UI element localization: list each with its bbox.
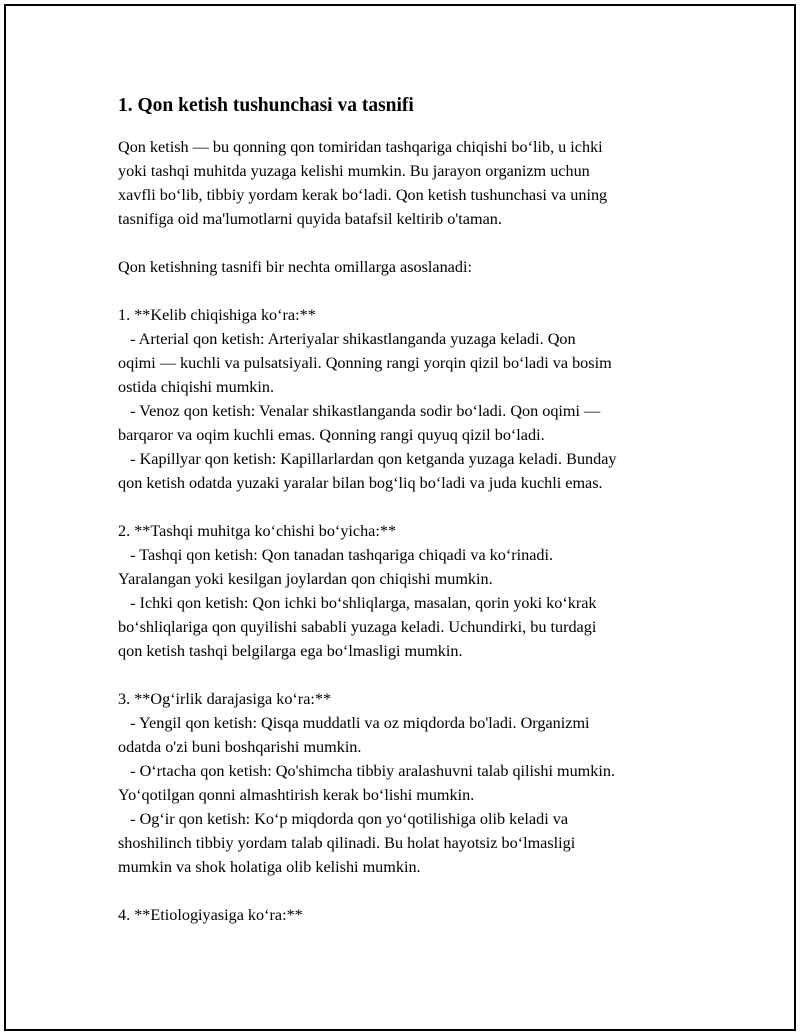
text-line: - Yengil qon ketish: Qisqa muddatli va oz miqdorda bo'ladi. Organizmi bbox=[118, 714, 590, 732]
text-line: - Kapillyar qon ketish: Kapillarlardan qon ketganda yuzaga keladi. Bunday bbox=[118, 450, 617, 468]
text-line: - Og‘ir qon ketish: Ko‘p miqdorda qon yo‘qotilishiga olib keladi va bbox=[118, 810, 569, 828]
text-line: Yo‘qotilgan qonni almashtirish kerak bo‘lishi mumkin. bbox=[118, 786, 475, 804]
text-line: 3. **Og‘irlik darajasiga ko‘ra:** bbox=[118, 690, 332, 708]
text-line: 1. **Kelib chiqishiga ko‘ra:** bbox=[118, 306, 316, 324]
text-line: ostida chiqishi mumkin. bbox=[118, 378, 275, 396]
text-line: - Ichki qon ketish: Qon ichki bo‘shliqlarga, masalan, qorin yoki ko‘krak bbox=[118, 594, 597, 612]
text-line: shoshilinch tibbiy yordam talab qilinadi. Bu holat hayotsiz bo‘lmasligi bbox=[118, 834, 576, 852]
text-line: odatda o'zi buni boshqarishi mumkin. bbox=[118, 738, 362, 756]
blank-line bbox=[118, 231, 693, 255]
text-line: xavfli bo‘lib, tibbiy yordam kerak bo‘ladi. Qon ketish tushunchasi va uning bbox=[118, 186, 608, 204]
blank-line bbox=[118, 879, 693, 903]
text-line: Yaralangan yoki kesilgan joylardan qon chiqishi mumkin. bbox=[118, 570, 493, 588]
blank-line bbox=[118, 279, 693, 303]
text-line: - O‘rtacha qon ketish: Qo'shimcha tibbiy aralashuvni talab qilishi mumkin. bbox=[118, 762, 615, 780]
text-line: 4. **Etiologiyasiga ko‘ra:** bbox=[118, 906, 303, 924]
text-line: - Tashqi qon ketish: Qon tanadan tashqariga chiqadi va ko‘rinadi. bbox=[118, 546, 554, 564]
text-line: bo‘shliqlariga qon quyilishi sababli yuzaga keladi. Uchundirki, bu turdagi bbox=[118, 618, 597, 636]
blank-line bbox=[118, 495, 693, 519]
text-line: oqimi — kuchli va pulsatsiyali. Qonning rangi yorqin qizil bo‘ladi va bosim bbox=[118, 354, 612, 372]
text-line: - Arterial qon ketish: Arteriyalar shikastlanganda yuzaga keladi. Qon bbox=[118, 330, 576, 348]
text-line: Qon ketish — bu qonning qon tomiridan tashqariga chiqishi bo‘lib, u ichki bbox=[118, 138, 603, 156]
text-line: barqaror va oqim kuchli emas. Qonning rangi quyuq qizil bo‘ladi. bbox=[118, 426, 545, 444]
document-body bbox=[118, 94, 693, 927]
text-line: 2. **Tashqi muhitga ko‘chishi bo‘yicha:** bbox=[118, 522, 397, 540]
text-line: mumkin va shok holatiga olib kelishi mumkin. bbox=[118, 858, 421, 876]
section-heading: 1. Qon ketish tushunchasi va tasnifi bbox=[118, 95, 414, 116]
text-line: tasnifiga oid ma'lumotlarni quyida batafsil keltirib o'taman. bbox=[118, 210, 502, 228]
document-text bbox=[118, 135, 693, 927]
blank-line bbox=[118, 663, 693, 687]
text-line: yoki tashqi muhitda yuzaga kelishi mumkin. Bu jarayon organizm uchun bbox=[118, 162, 590, 180]
text-line: qon ketish tashqi belgilarga ega bo‘lmasligi mumkin. bbox=[118, 642, 463, 660]
text-line: qon ketish odatda yuzaki yaralar bilan bog‘liq bo‘ladi va juda kuchli emas. bbox=[118, 474, 603, 492]
text-line: Qon ketishning tasnifi bir nechta omillarga asoslanadi: bbox=[118, 258, 472, 276]
text-line: - Venoz qon ketish: Venalar shikastlanganda sodir bo‘ladi. Qon oqimi — bbox=[118, 402, 601, 420]
